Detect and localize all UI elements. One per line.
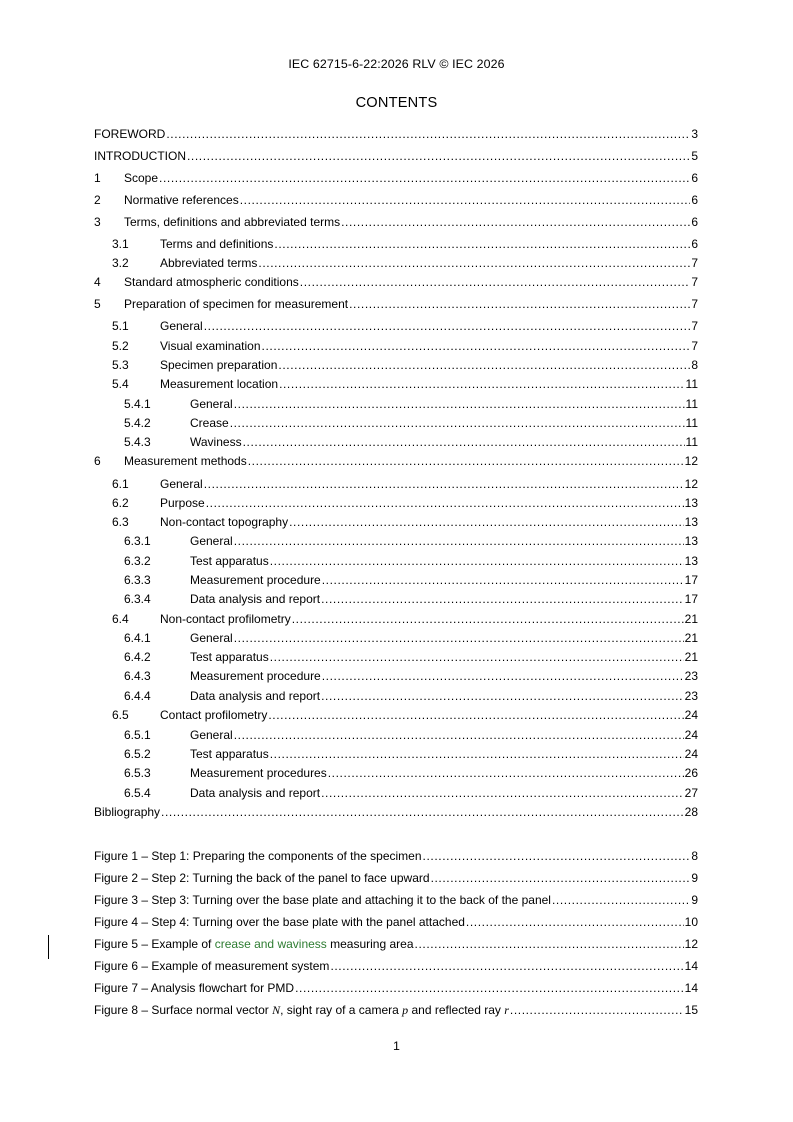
figure-entry[interactable]: Figure 8 – Surface normal vector N, sight ray of a camera p and reflected ray r ..... 15 xyxy=(94,1001,698,1019)
toc-entry[interactable]: 4 Standard atmospheric conditions ..... 7 xyxy=(94,273,698,291)
toc-entry[interactable]: INTRODUCTION ..... 5 xyxy=(94,147,698,165)
toc-entry[interactable]: 5.4.2 Crease ..... 11 xyxy=(124,414,698,432)
figure-entry[interactable]: Figure 3 – Step 3: Turning over the base plate and attaching it to the back of the panel ..... 9 xyxy=(94,891,698,909)
math-variable: r xyxy=(504,1003,509,1017)
toc-entry[interactable]: 6.1 General ..... 12 xyxy=(112,475,698,493)
toc-entry[interactable]: 6.4.2 Test apparatus ..... 21 xyxy=(124,648,698,666)
toc-entry[interactable]: 6.3.3 Measurement procedure ..... 17 xyxy=(124,571,698,589)
toc-entry[interactable]: 6.4.1 General ..... 21 xyxy=(124,629,698,647)
toc-entry[interactable]: 5.3 Specimen preparation ..... 8 xyxy=(112,356,698,374)
math-variable: N xyxy=(272,1003,281,1017)
toc-entry[interactable]: 6.3.2 Test apparatus ..... 13 xyxy=(124,552,698,570)
changed-text: crease and waviness xyxy=(214,937,327,951)
figure-entry[interactable]: Figure 1 – Step 1: Preparing the components of the specimen ..... 8 xyxy=(94,847,698,865)
toc-entry[interactable]: 6.5.1 General ..... 24 xyxy=(124,726,698,744)
toc-entry[interactable]: 6.5 Contact profilometry ..... 24 xyxy=(112,706,698,724)
toc-entry[interactable]: Bibliography ..... 28 xyxy=(94,803,698,821)
toc-entry[interactable]: 6.3 Non-contact topography ..... 13 xyxy=(112,513,698,531)
figure-entry[interactable]: Figure 5 – Example of crease and waviness measuring area ..... 12 xyxy=(94,935,698,953)
toc-entry[interactable]: 6.3.4 Data analysis and report ..... 17 xyxy=(124,590,698,608)
toc-entry[interactable]: 3 Terms, definitions and abbreviated terms ..... 6 xyxy=(94,213,698,231)
toc-entry[interactable]: 3.2 Abbreviated terms ..... 7 xyxy=(112,254,698,272)
toc-entry[interactable]: 2 Normative references ..... 6 xyxy=(94,191,698,209)
toc-entry[interactable]: 6 Measurement methods ..... 12 xyxy=(94,452,698,470)
toc-entry[interactable]: 6.5.3 Measurement procedures ..... 26 xyxy=(124,764,698,782)
toc-entry[interactable]: 6.4.3 Measurement procedure ..... 23 xyxy=(124,667,698,685)
toc-entry[interactable]: 6.4.4 Data analysis and report ..... 23 xyxy=(124,687,698,705)
toc-entry[interactable]: 5 Preparation of specimen for measurement ..... 7 xyxy=(94,295,698,313)
toc-entry[interactable]: 6.3.1 General ..... 13 xyxy=(124,532,698,550)
math-variable: p xyxy=(402,1003,409,1017)
figure-entry[interactable]: Figure 6 – Example of measurement system ..... 14 xyxy=(94,957,698,975)
toc-entry[interactable]: 6.5.2 Test apparatus ..... 24 xyxy=(124,745,698,763)
toc-entry[interactable]: 5.4 Measurement location ..... 11 xyxy=(112,375,698,393)
figure-entry[interactable]: Figure 4 – Step 4: Turning over the base plate with the panel attached ..... 10 xyxy=(94,913,698,931)
toc-entry[interactable]: 1 Scope ..... 6 xyxy=(94,169,698,187)
toc-entry[interactable]: 5.4.1 General ..... 11 xyxy=(124,395,698,413)
contents-title: CONTENTS xyxy=(355,95,438,111)
toc-entry[interactable]: 6.4 Non-contact profilometry ..... 21 xyxy=(112,610,698,628)
toc-entry[interactable]: 5.2 Visual examination ..... 7 xyxy=(112,337,698,355)
figure-entry[interactable]: Figure 2 – Step 2: Turning the back of the panel to face upward ..... 9 xyxy=(94,869,698,887)
page-number: 1 xyxy=(393,1039,400,1053)
figure-entry[interactable]: Figure 7 – Analysis flowchart for PMD ..... 14 xyxy=(94,979,698,997)
toc-entry[interactable]: FOREWORD ..... 3 xyxy=(94,125,698,143)
revision-change-bar xyxy=(48,935,49,959)
toc-entry[interactable]: 5.1 General ..... 7 xyxy=(112,317,698,335)
document-header: IEC 62715-6-22:2026 RLV © IEC 2026 xyxy=(288,57,505,71)
toc-entry[interactable]: 3.1 Terms and definitions ..... 6 xyxy=(112,235,698,253)
toc-entry[interactable]: 6.2 Purpose ..... 13 xyxy=(112,494,698,512)
toc-entry[interactable]: 6.5.4 Data analysis and report ..... 27 xyxy=(124,784,698,802)
toc-entry[interactable]: 5.4.3 Waviness ..... 11 xyxy=(124,433,698,451)
